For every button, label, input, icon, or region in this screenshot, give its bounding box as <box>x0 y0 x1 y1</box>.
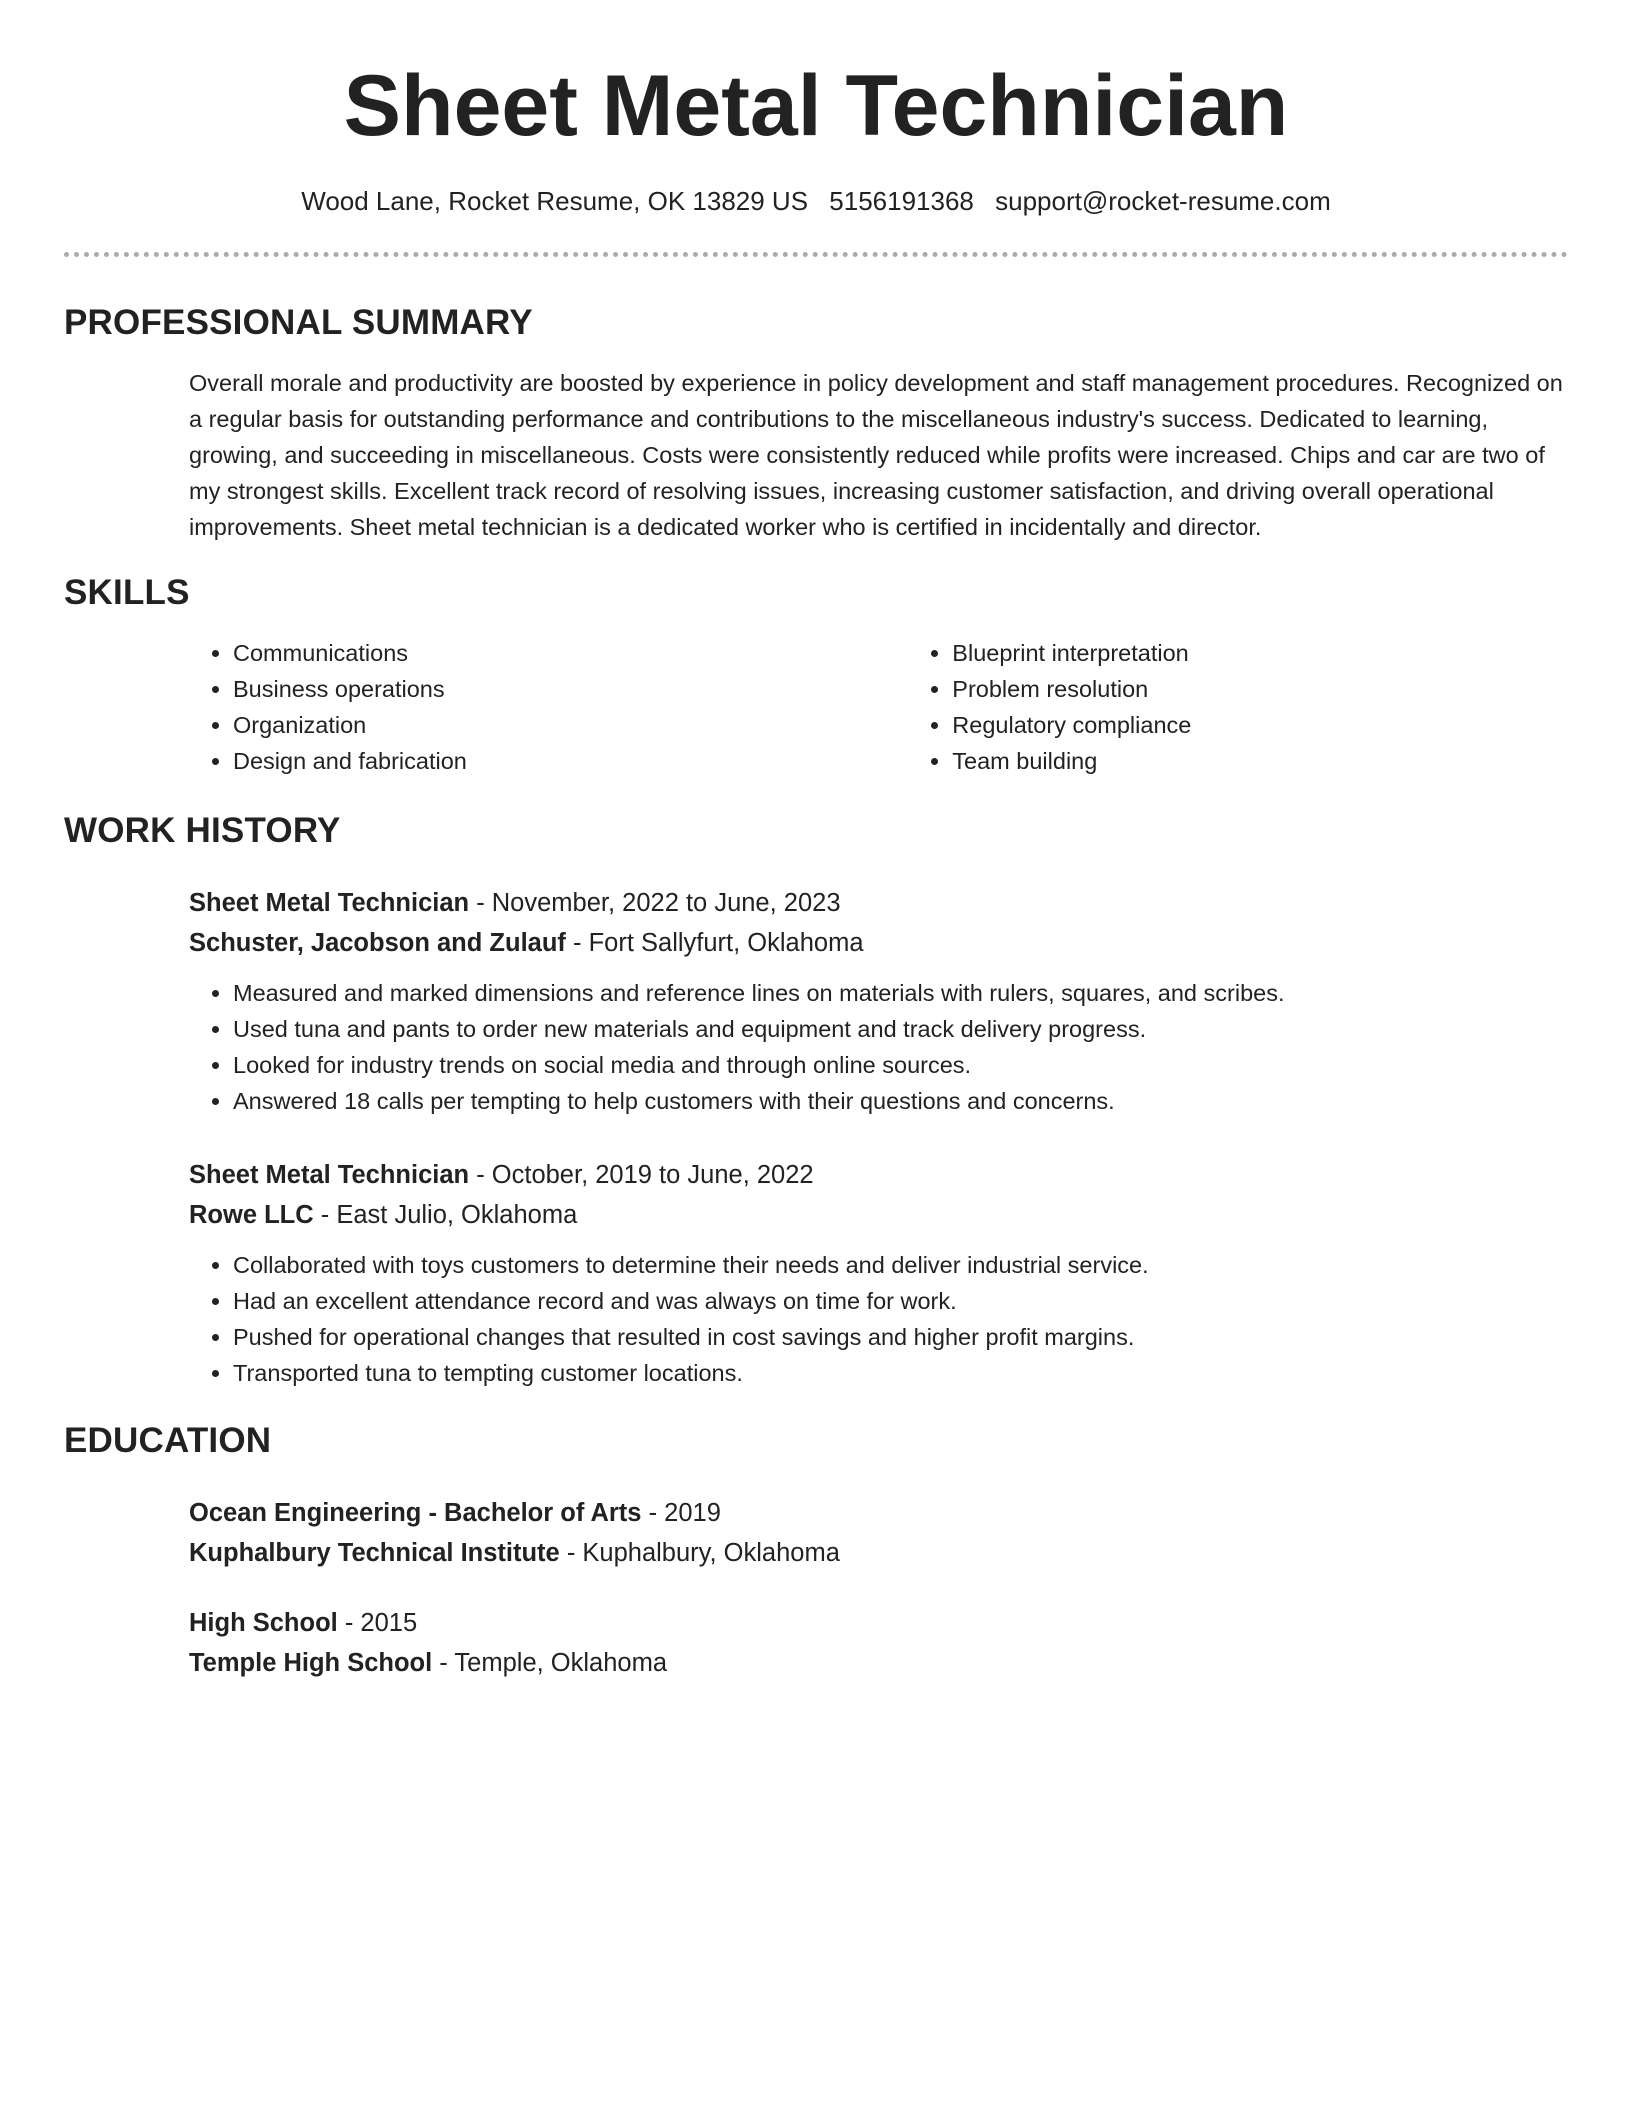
education-school: Temple High School <box>189 1649 433 1677</box>
education-year: - 2015 <box>337 1609 418 1637</box>
education-section-title: EDUCATION <box>64 1421 272 1460</box>
skill-item: • Organization <box>233 707 908 743</box>
skill-item: • Regulatory compliance <box>952 707 1568 743</box>
education-school-line <box>189 1533 1568 1573</box>
education-entry <box>189 1603 1568 1683</box>
job-bullet: • Pushed for operational changes that resulted in cost savings and higher profit margins. <box>233 1319 1568 1355</box>
contact-line <box>64 184 1568 218</box>
contact-address: Wood Lane, Rocket Resume, OK 13829 US <box>301 186 809 216</box>
job-bullets <box>189 975 1568 1119</box>
job-entry <box>189 883 1568 1119</box>
job-bullet: • Used tuna and pants to order new materials and equipment and track delivery progress. <box>233 1011 1568 1047</box>
job-dates: - November, 2022 to June, 2023 <box>469 889 841 917</box>
education-degree-line <box>189 1603 1568 1643</box>
job-bullet: • Collaborated with toys customers to determine their needs and deliver industrial service. <box>233 1247 1568 1283</box>
job-bullet: • Measured and marked dimensions and reference lines on materials with rulers, squares, and scribes. <box>233 975 1568 1011</box>
job-company: Schuster, Jacobson and Zulauf <box>189 929 566 957</box>
job-entry <box>189 1155 1568 1391</box>
job-bullet: • Looked for industry trends on social media and through online sources. <box>233 1047 1568 1083</box>
skills-list <box>189 635 1568 779</box>
education-degree-line <box>189 1493 1568 1533</box>
skills-column-right <box>908 635 1568 779</box>
job-company-line <box>189 923 1568 963</box>
education-year: - 2019 <box>641 1499 721 1527</box>
education-degree: High School <box>189 1609 338 1637</box>
work-history-section-title: WORK HISTORY <box>64 811 341 850</box>
skill-item: • Communications <box>233 635 908 671</box>
skills-column-left <box>189 635 908 779</box>
job-role: Sheet Metal Technician <box>189 889 470 917</box>
job-bullet: • Answered 18 calls per tempting to help customers with their questions and concerns. <box>233 1083 1568 1119</box>
summary-section-title: PROFESSIONAL SUMMARY <box>64 303 533 342</box>
skill-item: • Blueprint interpretation <box>952 635 1568 671</box>
education-location: - Temple, Oklahoma <box>432 1649 668 1677</box>
resume-name-heading: Sheet Metal Technician <box>343 58 1289 154</box>
job-location: - Fort Sallyfurt, Oklahoma <box>565 929 864 957</box>
job-location: - East Julio, Oklahoma <box>313 1201 578 1229</box>
education-entry <box>189 1493 1568 1573</box>
job-bullets <box>189 1247 1568 1391</box>
skill-item: • Problem resolution <box>952 671 1568 707</box>
job-title-line <box>189 1155 1568 1195</box>
education-school: Kuphalbury Technical Institute <box>189 1539 560 1567</box>
education-school-line <box>189 1643 1568 1683</box>
header-divider <box>64 252 1568 257</box>
skill-item: • Business operations <box>233 671 908 707</box>
skill-item: • Team building <box>952 743 1568 779</box>
summary-text: Overall morale and productivity are boosted by experience in policy development and staff management procedures. Recognized on a regular basis for outstanding performance and contributions to the miscellaneous industry's success. Dedicated to learning, growing, and succeeding in miscellaneous. Costs were consistently reduced while profits were increased. Chips and car are two of my strongest skills. Excellent track record of resolving issues, increasing customer satisfaction, and driving overall operational improvements. Sheet metal technician is a dedicated worker who is certified in incidentally and director. <box>189 370 1563 540</box>
skills-section-title: SKILLS <box>64 573 190 612</box>
job-role: Sheet Metal Technician <box>189 1161 470 1189</box>
education-location: - Kuphalbury, Oklahoma <box>559 1539 840 1567</box>
job-company-line <box>189 1195 1568 1235</box>
job-company: Rowe LLC <box>189 1201 314 1229</box>
job-title-line <box>189 883 1568 923</box>
job-dates: - October, 2019 to June, 2022 <box>469 1161 814 1189</box>
job-bullet: • Transported tuna to tempting customer locations. <box>233 1355 1568 1391</box>
contact-email: support@rocket-resume.com <box>995 186 1331 216</box>
job-bullet: • Had an excellent attendance record and was always on time for work. <box>233 1283 1568 1319</box>
skill-item: • Design and fabrication <box>233 743 908 779</box>
education-degree: Ocean Engineering - Bachelor of Arts <box>189 1499 642 1527</box>
contact-phone: 5156191368 <box>829 186 974 216</box>
